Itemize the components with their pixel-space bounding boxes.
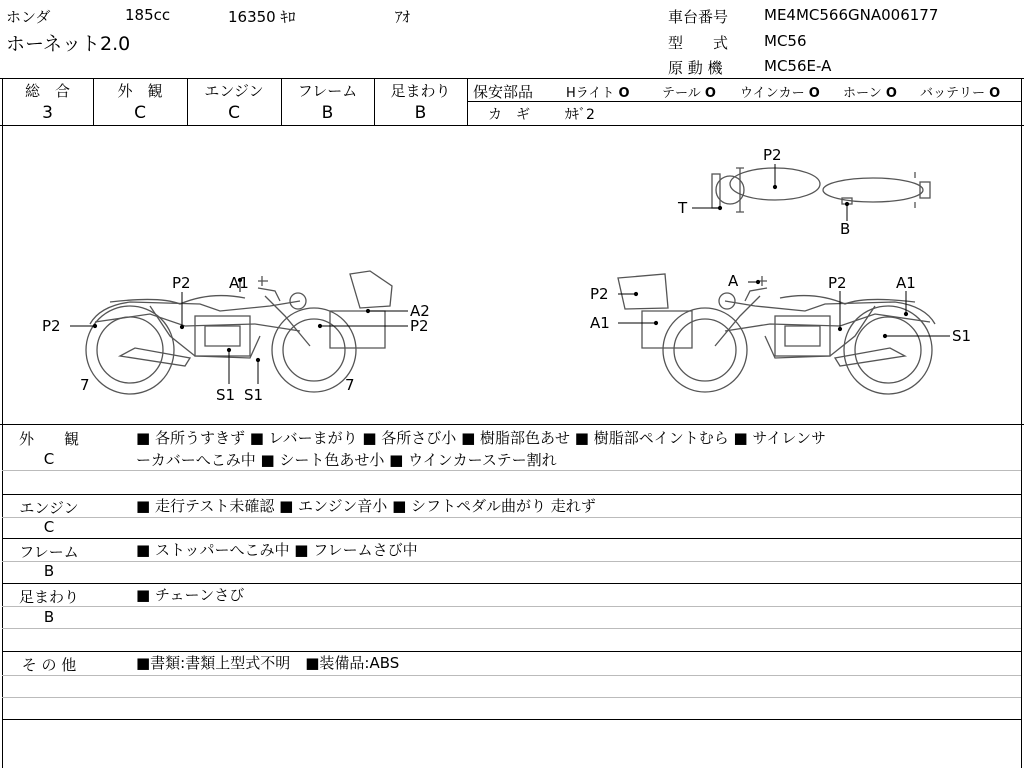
section-exterior-grade: C bbox=[43, 450, 55, 468]
frame-no-label: 車台番号 bbox=[668, 8, 729, 26]
section-frame-text: ■ ストッパーへこみ中 ■ フレームさび中 bbox=[136, 541, 418, 559]
color: ｱｵ bbox=[395, 8, 411, 26]
section-frame-label: フレーム bbox=[19, 543, 79, 561]
section-engine-label: エンジン bbox=[19, 499, 79, 517]
label-left-a1-tank: A1 bbox=[229, 274, 249, 292]
label-right-a1-front: A1 bbox=[590, 314, 610, 332]
grade-total-label: 総 合 bbox=[24, 82, 70, 100]
displacement: 185cc bbox=[125, 6, 171, 24]
label-left-p2-rear: P2 bbox=[42, 317, 61, 335]
type-label: 型 式 bbox=[668, 34, 729, 52]
label-top-b: B bbox=[840, 220, 851, 238]
safety-winker: ウインカー O bbox=[740, 86, 820, 101]
label-right-p2-cowl: P2 bbox=[590, 285, 609, 303]
label-left-s1-b: S1 bbox=[244, 386, 264, 404]
engine-value: MC56E-A bbox=[764, 57, 832, 75]
type-value: MC56 bbox=[764, 32, 807, 50]
label-left-a2: A2 bbox=[410, 302, 430, 320]
safety-headlight: Hライト O bbox=[566, 86, 630, 101]
grade-total-value: 3 bbox=[42, 103, 53, 123]
mileage: 16350 ｷﾛ bbox=[228, 8, 296, 26]
key-value: ｶｷﾞ2 bbox=[565, 107, 595, 123]
grade-suspension-value: B bbox=[414, 103, 427, 123]
section-frame-grade: B bbox=[43, 562, 55, 580]
section-suspension-grade: B bbox=[43, 608, 55, 626]
grade-exterior-value: C bbox=[134, 103, 146, 123]
safety-label: 保安部品 bbox=[473, 83, 534, 101]
damage-diagram bbox=[0, 126, 1024, 424]
grade-frame-value: B bbox=[321, 103, 334, 123]
label-right-s1: S1 bbox=[952, 327, 972, 345]
section-other-label: そ の 他 bbox=[21, 656, 77, 674]
grade-engine-value: C bbox=[228, 103, 240, 123]
label-left-7-front: 7 bbox=[345, 376, 355, 394]
label-left-s1-a: S1 bbox=[216, 386, 236, 404]
label-left-p2-seat: P2 bbox=[172, 274, 191, 292]
key-label: カ ギ bbox=[488, 107, 530, 123]
section-suspension-text: ■ チェーンさび bbox=[136, 586, 245, 604]
label-right-a-lever: A bbox=[728, 272, 739, 290]
safety-tail: テール O bbox=[662, 86, 716, 101]
section-suspension-label: 足まわり bbox=[18, 588, 79, 606]
maker: ホンダ bbox=[6, 8, 51, 26]
safety-battery: バッテリー O bbox=[920, 86, 1001, 101]
label-left-7-rear: 7 bbox=[80, 376, 90, 394]
table-top-border bbox=[0, 78, 1024, 79]
sections-top-border bbox=[0, 424, 1024, 425]
top-view-bike-illustration bbox=[712, 168, 930, 212]
label-right-a1-tail: A1 bbox=[896, 274, 916, 292]
label-top-p2: P2 bbox=[763, 146, 782, 164]
label-left-p2-front: P2 bbox=[410, 317, 429, 335]
grade-exterior-label: 外 観 bbox=[117, 82, 163, 100]
right-bike-illustration bbox=[618, 274, 935, 394]
section-exterior-label: 外 観 bbox=[18, 430, 79, 448]
section-engine-text: ■ 走行テスト未確認 ■ エンジン音小 ■ シフトペダル曲がり 走れず bbox=[136, 497, 596, 515]
safety-horn: ホーン O bbox=[843, 86, 897, 101]
label-top-t: T bbox=[678, 199, 688, 217]
grade-frame-label: フレーム bbox=[297, 82, 358, 100]
section-engine-grade: C bbox=[43, 518, 55, 536]
frame-no: ME4MC566GNA006177 bbox=[764, 6, 939, 24]
section-other-text: ■書類:書類上型式不明 ■装備品:ABS bbox=[136, 654, 400, 672]
engine-label: 原 動 機 bbox=[668, 59, 723, 77]
label-right-p2-tank: P2 bbox=[828, 274, 847, 292]
grade-suspension-label: 足まわり bbox=[390, 82, 451, 100]
model-name: ホーネット2.0 bbox=[6, 33, 131, 55]
section-exterior-text: ■ 各所うすきず ■ レバーまがり ■ 各所さび小 ■ 樹脂部色あせ ■ 樹脂部ペイントむら ■ サイレンサ ーカバーへこみ中 ■ シート色あせ小 ■ ウインカーステー割れ bbox=[136, 429, 827, 469]
grade-engine-label: エンジン bbox=[204, 82, 264, 100]
